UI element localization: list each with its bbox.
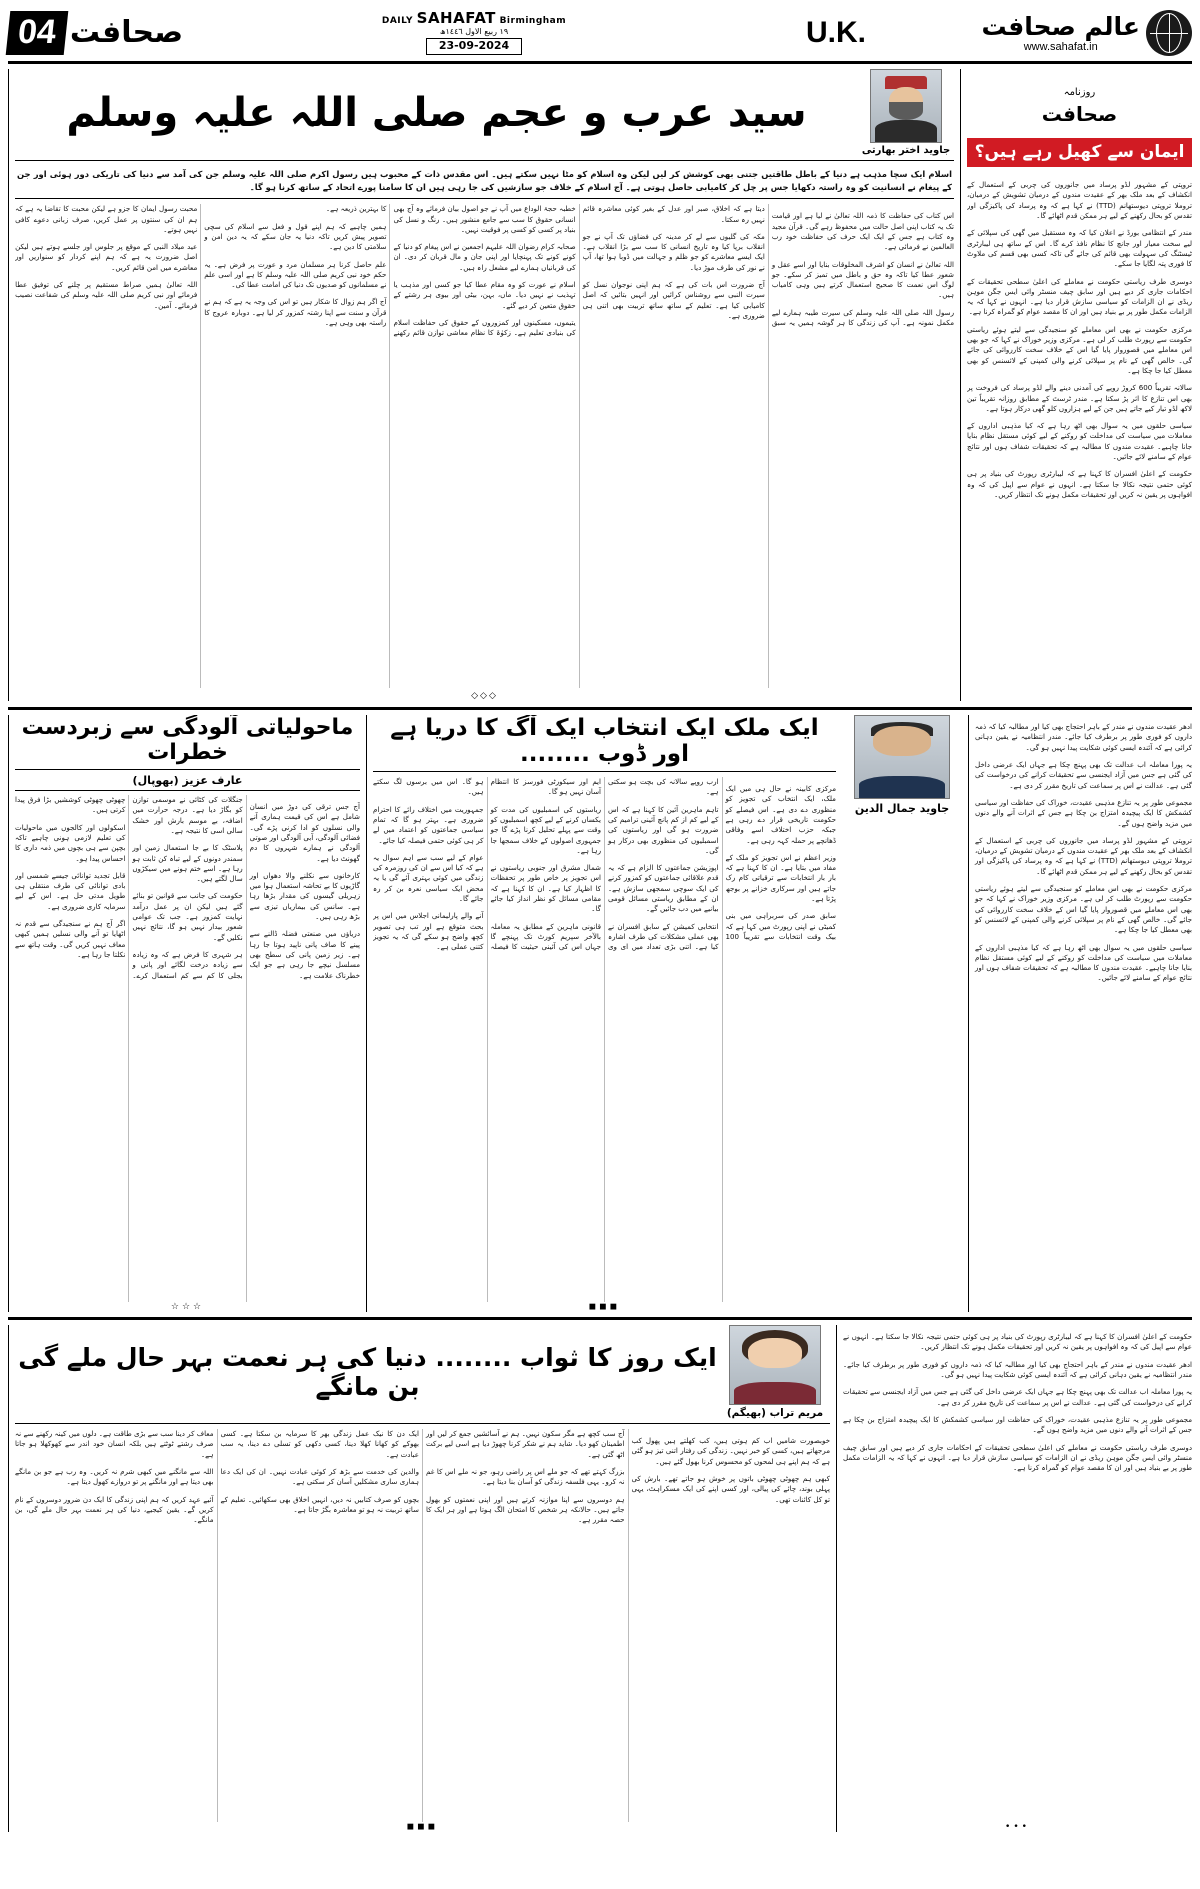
paragraph: انتخابی کمیشن کے سابق افسران نے بھی عملی مشکلات کی طرف اشارہ کیا ہے۔ اتنی بڑی تعداد میں ای وی ایم اور سیکورٹی فورسز کا انتظام آسان نہیں ہو گا۔	[490, 777, 719, 952]
article-end-mark: ◼◼◼	[406, 1822, 439, 1832]
paragraph: صحابہ کرام رضوان اللہ علیہم اجمعین نے اس پیغام کو دنیا کے کونے کونے تک پہنچایا اور اپنی جان و مال قربان کر دی۔ ان کی قربانیاں ہمارے لیے مشعل راہ ہیں۔	[393, 242, 576, 272]
paragraph: سابق صدر کی سربراہی میں بنی کمیٹی نے اپنی رپورٹ میں کہا ہے کہ بیک وقت انتخابات سے تقریباً 100 ارب روپے سالانہ کی بچت ہو سکتی ہے۔	[608, 777, 836, 941]
election-body	[373, 777, 836, 1302]
paragraph: مرکزی حکومت نے بھی اس معاملے کو سنجیدگی سے لیتے ہوئے ریاستی حکومت سے رپورٹ طلب کر لی ہے۔ مرکزی وزیر خوراک نے کہا کہ جو بھی اس معاملے میں قصوروار پایا گیا اس کے خلاف سخت کارروائی کی جائے گی۔ خالص گھی کے نام پر سپلائی کرنے والی کمپنی کے لائسنس کو بھی معطل کیا جا چکا ہے۔	[967, 324, 1192, 375]
paragraph: یتیموں، مسکینوں اور کمزوروں کے حقوق کی حفاظت اسلام کی بنیادی تعلیم ہے۔ زکوٰۃ کا نظام معاشی توازن قائم رکھنے کا بہترین ذریعہ ہے۔	[325, 204, 576, 338]
paragraph: یہ پورا معاملہ اب عدالت تک بھی پہنچ چکا ہے جہاں ایک عرضی داخل کی گئی ہے جس میں آزاد ایجنسی سے تحقیقات کرانے کی درخواست کی گئی ہے۔ عدالت نے اس پر سماعت کی تاریخ مقرر کر دی ہے۔	[843, 1387, 1192, 1407]
paragraph: ریاستوں کی اسمبلیوں کی مدت کو یکساں کرنے کے لیے کچھ اسمبلیوں کو وقت سے پہلے تحلیل کرنا پڑے گا جو جمہوری اصولوں کے خلاف سمجھا جا رہا ہے۔	[490, 804, 601, 855]
paragraph: قابل تجدید توانائی جیسے شمسی اور بادی توانائی کی طرف منتقلی ہی طویل مدتی حل ہے۔ اس کے لیے سرمایہ کاری ضروری ہے۔	[15, 870, 126, 911]
paragraph: معاف کر دینا سب سے بڑی طاقت ہے۔ دلوں میں کینہ رکھنے سے نہ صرف رشتے ٹوٹتے ہیں بلکہ انسان خود اندر سے کھوکھلا ہو جاتا ہے۔	[15, 1429, 214, 1459]
lead-author-name: جاوید اختر بھارتی	[861, 145, 951, 156]
paragraph: اللہ تعالیٰ نے انسان کو اشرف المخلوقات بنایا اور اسے عقل و شعور عطا کیا تاکہ وہ حق و باطل میں تمیز کر سکے۔ جو لوگ اس نعمت کا صحیح استعمال کرتے ہیں وہی کامیاب ہیں۔	[771, 259, 954, 300]
editorial-body	[967, 173, 1192, 701]
middle-section	[8, 707, 1192, 1312]
author-portrait-2	[854, 715, 950, 799]
feature-headline: ایک روز کا ثواب ........ دنیا کی ہر نعمت بہر حال ملے گی بن مانگے	[18, 1343, 717, 1401]
paragraph: اسلام نے عورت کو وہ مقام عطا کیا جو کسی اور مذہب یا تہذیب نے نہیں دیا۔ ماں، بہن، بیٹی اور بیوی ہر رشتے کے حقوق متعین کر دیے گئے۔	[393, 280, 576, 310]
editorial-continuation	[968, 715, 1192, 1312]
hijri-date: ١٩ ربیع الاول ١٤٤٦ھ	[439, 27, 509, 37]
election-author-name: جاوید جمال الدین	[854, 802, 950, 815]
paragraph: اگر آج ہم نے سنجیدگی سے قدم نہ اٹھایا تو آنے والی نسلیں ہمیں کبھی معاف نہیں کریں گی۔ وقت ہاتھ سے نکلتا جا رہا ہے۔	[15, 919, 126, 959]
editorial-column	[960, 69, 1192, 701]
paragraph: دریاؤں میں صنعتی فضلہ ڈالنے سے پینے کا صاف پانی ناپید ہوتا جا رہا ہے۔ زیر زمین پانی کی سطح بھی مسلسل نیچے جا رہی ہے جو ایک خطرناک علامت ہے۔	[249, 929, 360, 980]
author-portrait	[870, 69, 942, 143]
masthead-center	[168, 6, 780, 59]
paragraph: ادھر عقیدت مندوں نے مندر کے باہر احتجاج بھی کیا اور مطالبہ کیا کہ ذمہ داروں کو فوری طور پر برطرف کیا جائے۔ مندر انتظامیہ نے یقین دہانی کرائی ہے کہ آئندہ ایسی کوئی شکایت پیدا نہیں ہو گی۔	[843, 1359, 1192, 1380]
editorial-body-continued	[975, 722, 1192, 984]
paragraph: شمال مشرق اور جنوبی ریاستوں نے اس تجویز پر خاص طور پر تحفظات کا اظہار کیا ہے۔ ان کا کہنا ہے کہ مقامی مسائل کو نظر انداز کیا جائے گا۔	[490, 863, 601, 914]
paragraph: دوسری طرف ریاستی حکومت نے معاملے کی اعلیٰ سطحی تحقیقات کے احکامات جاری کر دیے ہیں اور سابق چیف منسٹر وائی ایس جگن موہن ریڈی نے ان الزامات کو سیاسی سازش قرار دیا ہے۔ انہوں نے کہا کہ یہ الزامات مکمل طور پر بے بنیاد ہیں اور ان کا مقصد عوام کو گمراہ کرنا ہے۔	[843, 1442, 1192, 1473]
paragraph: بزرگ کہتے تھے کہ جو ملے اس پر راضی رہو، جو نہ ملے اس کا غم نہ کرو۔ یہی فلسفہ زندگی کو آسان بنا دیتا ہے۔	[426, 1466, 625, 1487]
edition-label: U.K.	[806, 15, 866, 49]
paragraph: آئیے عہد کریں کہ ہم اپنی زندگی کا ایک دن ضرور دوسروں کے نام کریں گے۔ یقین کیجیے، دنیا کی ہر نعمت بہر حال ملے گی، بن مانگے۔	[15, 1494, 214, 1525]
paragraph: تروپتی کے مشہور لڈو پرساد میں جانوروں کی چربی کے استعمال کے انکشاف کے بعد ملک بھر کے عقیدت مندوں کے درمیان تشویش کے درمیان، تروملا تروپتی دیوستھانم (TTD) نے کہا ہے کہ وہ پرساد کی پاکیزگی اور تقدس کو بحال رکھنے کے لیے ہر ممکن قدم اٹھائے گا۔	[967, 180, 1192, 220]
editorial-nameplate	[967, 69, 1192, 132]
masthead-right	[892, 6, 1192, 59]
paragraph: سیاسی حلقوں میں یہ سوال بھی اٹھ رہا ہے کہ کیا مذہبی اداروں کے معاملات میں سیاست کی مداخلت کو روکنے کے لیے کوئی مستقل نظام بنایا جانا چاہیے۔ عقیدت مندوں کا مطالبہ ہے کہ تحقیقات شفاف ہوں اور نتائج عوام کے سامنے لائے جائیں۔	[967, 421, 1192, 462]
lead-byline	[858, 69, 954, 156]
paragraph: حکومت کے اعلیٰ افسران کا کہنا ہے کہ لیبارٹری رپورٹ کی بنیاد پر ہی کوئی حتمی نتیجہ نکالا جا سکتا ہے۔ انہوں نے عوام سے اپیل کی کہ وہ افواہوں پر یقین نہ کریں اور تحقیقات مکمل ہونے تک انتظار کریں۔	[843, 1332, 1192, 1352]
brand-title-urdu: عالم صحافت	[981, 12, 1140, 41]
paragraph: مجموعی طور پر یہ تنازع مذہبی عقیدت، خوراک کی حفاظت اور سیاسی کشمکش کا ایک پیچیدہ امتزاج بن چکا ہے جس کے اثرات آنے والے دنوں میں مزید واضح ہوں گے۔	[975, 797, 1192, 828]
paragraph: آج ضرورت اس بات کی ہے کہ ہم اپنی نوجوان نسل کو سیرت النبی سے روشناس کرائیں اور انہیں بتائیں کہ اصل کامیابی کیا ہے۔ تعلیم کے ساتھ ساتھ تربیت بھی اتنی ہی ضروری ہے۔	[582, 280, 765, 320]
paragraph: آج سب کچھ ہے مگر سکون نہیں۔ ہم نے آسائشیں جمع کر لیں اور اطمینان کھو دیا۔ شاید ہم نے شکر کرنا چھوڑ دیا ہے اسی لیے برکت اٹھ گئی ہے۔	[426, 1429, 625, 1459]
paragraph: تاہم ماہرین آئین کا کہنا ہے کہ اس کے لیے کم از کم پانچ آئینی ترامیم کی ضرورت ہو گی اور ریاستوں کی اسمبلیوں کی منظوری بھی درکار ہو گی۔	[608, 804, 719, 855]
lead-header	[15, 69, 954, 161]
editorial-kicker: روزنامہ	[1063, 87, 1096, 98]
paragraph: عید میلاد النبی کے موقع پر جلوس اور جلسے ہوتے ہیں لیکن اصل ضرورت یہ ہے کہ ہم اپنے کردار کو سنواریں اور معاشرے میں امن قائم کریں۔	[15, 242, 198, 272]
paragraph: ہر شہری کا فرض ہے کہ وہ زیادہ سے زیادہ درخت لگائے اور پانی و بجلی کا کم سے کم استعمال کرے۔ چھوٹی چھوٹی کوششیں بڑا فرق پیدا کرتی ہیں۔	[15, 795, 243, 980]
feature-body	[15, 1429, 830, 1822]
paragraph: سیاسی حلقوں میں یہ سوال بھی اٹھ رہا ہے کہ کیا مذہبی اداروں کے معاملات میں سیاست کی مداخلت کو روکنے کے لیے کوئی مستقل نظام بنایا جانا چاہیے۔ عقیدت مندوں کا مطالبہ ہے کہ تحقیقات شفاف ہوں اور نتائج عوام کے سامنے لائے جائیں۔	[975, 942, 1192, 983]
paper-title-urdu: صحافت	[69, 15, 184, 50]
article-end-mark: •••	[1005, 1822, 1030, 1832]
author-portrait-3	[729, 1325, 821, 1405]
editorial-title: صحافت	[1041, 102, 1118, 126]
lead-body	[15, 204, 954, 688]
lead-article	[8, 69, 954, 701]
paper-title-english: DAILY SAHAFAT Birmingham	[381, 8, 567, 27]
paragraph: آج جس ترقی کی دوڑ میں انسان شامل ہے اس کی قیمت ہماری آنے والی نسلوں کو ادا کرنی پڑے گی۔ فضائی آلودگی، آبی آلودگی اور صوتی آلودگی نے ہمارے شہروں کا دم گھونٹ دیا ہے۔	[249, 802, 360, 863]
paragraph: خوبصورت شامیں اب کم ہوتی ہیں، کب کھلتے ہیں پھول کب مرجھاتے ہیں، کسی کو خبر نہیں۔ زندگی کی رفتار اتنی تیز ہو گئی ہے کہ ہم اپنے ہی لمحوں کو محسوس کرنا بھول گئے ہیں۔	[631, 1436, 830, 1466]
article-end-mark: ☆☆☆	[170, 1302, 205, 1312]
environment-article	[8, 715, 360, 1312]
environment-headline: ماحولیاتی آلودگی سے زبردست خطرات	[15, 715, 360, 770]
paragraph: عوام کے لیے سب سے اہم سوال یہ ہے کہ کیا اس سے ان کی روزمرہ کی زندگی میں کوئی بہتری آئے گی یا یہ محض ایک سیاسی نعرہ بن کر رہ جائے گا۔	[373, 852, 484, 903]
page-number: 04	[6, 11, 68, 55]
paragraph: ایک دن کا نیک عمل زندگی بھر کا سرمایہ بن سکتا ہے۔ کسی بھوکے کو کھانا کھلا دینا، کسی دکھی کو تسلی دے دینا، یہ سب عبادت ہے۔	[220, 1429, 419, 1459]
paragraph: آنے والے پارلیمانی اجلاس میں اس پر بحث متوقع ہے اور تب ہی تصویر کچھ واضح ہو سکے گی کہ یہ تجویز کتنی عملی ہے۔	[373, 911, 484, 952]
paragraph: علم حاصل کرنا ہر مسلمان مرد و عورت پر فرض ہے۔ یہ حکم خود نبی کریم صلی اللہ علیہ وسلم کا ہے اور اسی علم نے مسلمانوں کو صدیوں تک دنیا کی امامت عطا کی۔	[204, 259, 387, 290]
paragraph: مجموعی طور پر یہ تنازع مذہبی عقیدت، خوراک کی حفاظت اور سیاسی کشمکش کا ایک پیچیدہ امتزاج بن چکا ہے جس کے اثرات آنے والے دنوں میں مزید واضح ہوں گے۔	[843, 1415, 1192, 1435]
paragraph: کارخانوں سے نکلنے والا دھواں اور گاڑیوں کا بے تحاشہ استعمال ہوا میں زہریلی گیسوں کی مقدار بڑھا رہا ہے۔ سانس کی بیماریاں تیزی سے بڑھ رہی ہیں۔	[249, 870, 360, 921]
feature-article	[8, 1325, 830, 1832]
feature-author-name: مریم تراب (بھیگم)	[726, 1407, 824, 1419]
paragraph: وزیر اعظم نے اس تجویز کو ملک کے مفاد میں بتایا ہے۔ ان کا کہنا ہے کہ بار بار انتخابات سے ترقیاتی کام رک جاتے ہیں اور سرکاری خزانے پر بوجھ پڑتا ہے۔	[725, 852, 836, 903]
article-end-mark: ◼◼◼	[588, 1302, 621, 1312]
lead-headline: سید عرب و عجم صلی اللہ علیہ وسلم	[66, 89, 807, 136]
election-byline	[842, 715, 962, 1312]
paragraph: اپوزیشن جماعتوں کا الزام ہے کہ یہ قدم علاقائی جماعتوں کو کمزور کرنے کی ایک سوچی سمجھی سازش ہے۔ ان کے مطابق ریاستی مسائل قومی بیانیے میں دب جائیں گے۔	[608, 863, 719, 914]
paragraph: خطبہ حجۃ الوداع میں آپ نے جو اصول بیان فرمائے وہ آج بھی انسانی حقوق کا سب سے جامع منشور ہیں۔ رنگ و نسل کی بنیاد پر کسی کو کسی پر فوقیت نہیں۔	[393, 204, 576, 234]
globe-icon	[1146, 10, 1192, 56]
paragraph: مکہ کی گلیوں سے لے کر مدینہ کی فضاؤں تک آپ نے جو انقلاب برپا کیا وہ تاریخ انسانی کا سب سے بڑا انقلاب ہے۔ ایک ایسے معاشرے کو جو ظلم و جہالت میں ڈوبا ہوا تھا، آپ نے نور کی طرف موڑ دیا۔	[582, 231, 765, 272]
bottom-section	[8, 1317, 1192, 1832]
paragraph: قانونی ماہرین کے مطابق یہ معاملہ بالآخر سپریم کورٹ تک پہنچے گا جہاں اس کی آئینی حیثیت کا فیصلہ ہو گا۔ اس میں برسوں لگ سکتے ہیں۔	[373, 777, 601, 952]
paragraph: کبھی ہم چھوٹی چھوٹی باتوں پر خوش ہو جاتے تھے۔ بارش کی پہلی بوند، چائے کی پیالی، اور کسی اپنے کی ایک مسکراہٹ، یہی تو کل کائنات تھی۔	[631, 1474, 830, 1504]
article-end-mark: ◇◇◇	[471, 691, 498, 701]
publication-date: 23-09-2024	[426, 38, 522, 55]
election-headline: ایک ملک ایک انتخاب ایک آگ کا دریا ہے اور ڈوب ........	[373, 715, 836, 772]
paragraph: جمہوریت میں اختلاف رائے کا احترام ضروری ہے۔ بہتر ہو گا کہ تمام سیاسی جماعتوں کو اعتماد میں لے کر ہی کوئی حتمی فیصلہ کیا جائے۔	[373, 804, 484, 845]
editorial-body-continued-2	[843, 1325, 1192, 1822]
paragraph: تروپتی کے مشہور لڈو پرساد میں جانوروں کی چربی کے استعمال کے انکشاف کے بعد ملک بھر کے عقیدت مندوں کے درمیان تشویش کے درمیان، تروملا تروپتی دیوستھانم (TTD) نے کہا ہے کہ وہ پرساد کی پاکیزگی اور تقدس کو بحال رکھنے کے لیے ہر ممکن قدم اٹھائے گا۔	[975, 835, 1192, 876]
paragraph: دوسری طرف ریاستی حکومت نے معاملے کی اعلیٰ سطحی تحقیقات کے احکامات جاری کر دیے ہیں اور سابق چیف منسٹر وائی ایس جگن موہن ریڈی نے ان الزامات کو سیاسی سازش قرار دیا ہے۔ انہوں نے کہا کہ یہ الزامات مکمل طور پر بے بنیاد ہیں اور ان کا مقصد عوام کو گمراہ کرنا ہے۔	[967, 276, 1192, 317]
election-article	[366, 715, 836, 1312]
paragraph: والدین کی خدمت سے بڑھ کر کوئی عبادت نہیں۔ ان کی ایک دعا ہماری ساری مشکلیں آسان کر سکتی ہے۔	[220, 1466, 419, 1487]
environment-body	[15, 795, 360, 1302]
feature-byline	[720, 1325, 830, 1419]
paragraph: آج اگر ہم زوال کا شکار ہیں تو اس کی وجہ یہ ہے کہ ہم نے قرآن و سنت سے اپنا رشتہ کمزور کر لیا ہے۔ دوبارہ عروج کا راستہ بھی وہی ہے۔	[204, 297, 387, 328]
paragraph: اس کتاب کی حفاظت کا ذمہ اللہ تعالیٰ نے لیا ہے اور قیامت تک یہ کتاب اپنی اصل حالت میں محفوظ رہے گی۔ قرآن مجید وہ کتاب ہے جس کے ایک ایک حرف کی حفاظت خود رب العالمین نے فرمائی ہے۔	[771, 211, 954, 252]
paragraph: مرکزی حکومت نے بھی اس معاملے کو سنجیدگی سے لیتے ہوئے ریاستی حکومت سے رپورٹ طلب کر لی ہے۔ مرکزی وزیر خوراک نے کہا کہ جو بھی اس معاملے میں قصوروار پایا گیا اس کے خلاف سخت کارروائی کی جائے گی۔ خالص گھی کے نام پر سپلائی کرنے والی کمپنی کے لائسنس کو بھی معطل کیا جا چکا ہے۔	[975, 884, 1192, 935]
paragraph: یہ پورا معاملہ اب عدالت تک بھی پہنچ چکا ہے جہاں ایک عرضی داخل کی گئی ہے جس میں آزاد ایجنسی سے تحقیقات کرانے کی درخواست کی گئی ہے۔ عدالت نے اس پر سماعت کی تاریخ مقرر کر دی ہے۔	[975, 760, 1192, 790]
paragraph: حکومت کی جانب سے قوانین تو بنائے گئے ہیں لیکن ان پر عمل درآمد نہایت کمزور ہے۔ جب تک عوامی شعور بیدار نہیں ہو گا، نتائج نہیں نکلیں گے۔	[132, 891, 243, 942]
brand-website: www.sahafat.in	[1023, 41, 1098, 53]
paragraph: مرکزی کابینہ نے حال ہی میں ایک ملک، ایک انتخاب کی تجویز کو منظوری دے دی ہے۔ اس فیصلے کو حکومت تاریخی قرار دے رہی ہے جبکہ حزب اختلاف اسے وفاقی ڈھانچے پر حملہ کہہ رہی ہے۔	[725, 784, 836, 845]
paragraph: اللہ سے مانگنے میں کبھی شرم نہ کریں۔ وہ رب ہے جو بن مانگے بھی دیتا ہے اور مانگنے پر تو دروازے کھول دیتا ہے۔	[15, 1466, 214, 1487]
feature-header	[15, 1325, 830, 1424]
top-section	[8, 69, 1192, 701]
masthead	[8, 6, 1192, 64]
lead-intro: اسلام ایک سچا مذہب ہے دنیا کے باطل طاقتیں جتنی بھی کوشش کر لیں لیکن وہ اسلام کو مٹا نہیں سکتے ہیں۔ اس مقدس ذات کے محبوب ہیں رسول اکرم صلی اللہ علیہ وسلم جن کی آمد سے دنیا کی تاریکی دور ہوئی اور جن کے پیغام نے انسانیت کو وہ راستہ دکھایا جس پر چل کر کامیابی حاصل ہوتی ہے۔ آج اسلام کے خلاف جو سازشیں کی جا رہی ہیں ان کا سامنا پورے اتحاد کے ساتھ کرنا ہو گا۔	[15, 164, 954, 199]
editorial-continuation-2	[836, 1325, 1192, 1832]
environment-author: عارف عزیز (بھوپال)	[15, 774, 360, 791]
paragraph: ادھر عقیدت مندوں نے مندر کے باہر احتجاج بھی کیا اور مطالبہ کیا کہ ذمہ داروں کو فوری طور پر برطرف کیا جائے۔ مندر انتظامیہ نے یقین دہانی کرائی ہے کہ آئندہ ایسی کوئی شکایت پیدا نہیں ہو گی۔	[975, 722, 1192, 752]
paragraph: ہم دوسروں سے اپنا موازنہ کرتے ہیں اور اپنی نعمتوں کو بھول جاتے ہیں۔ حالانکہ ہر شخص کا امتحان الگ ہوتا ہے اور ہر ایک کا حصہ مقرر ہے۔	[426, 1494, 625, 1525]
paragraph: سالانہ تقریباً 600 کروڑ روپے کی آمدنی دینے والے لڈو پرساد کی فروخت پر بھی اس تنازع کا اثر پڑ سکتا ہے۔ مندر ٹرسٹ کے مطابق روزانہ تقریباً تین لاکھ لڈو تیار کیے جاتے ہیں جن کے لیے ہزاروں کلو گھی درکار ہوتا ہے۔	[967, 383, 1192, 413]
editorial-headline: ایمان سے کھیل رہے ہیں؟	[967, 138, 1192, 167]
paragraph: جنگلات کی کٹائی نے موسمی توازن کو بگاڑ دیا ہے۔ درجہ حرارت میں اضافہ، بے موسم بارش اور خشک سالی اسی کا نتیجہ ہے۔	[132, 795, 243, 835]
paragraph: مندر کے انتظامی بورڈ نے اعلان کیا کہ وہ مستقبل میں گھی کی سپلائی کے لیے سخت معیار اور جانچ کا نظام نافذ کرے گا۔ اس کے ساتھ ہی لیبارٹری ٹیسٹنگ کی سہولت بھی قائم کی جائے گی تاکہ کسی بھی قسم کی ملاوٹ کا فوری پتہ لگایا جا سکے۔	[967, 228, 1192, 269]
paragraph: ہمیں چاہیے کہ ہم اپنے قول و فعل سے اسلام کی سچی تصویر پیش کریں تاکہ دنیا یہ جان سکے کہ یہ دین امن و سلامتی کا دین ہے۔	[204, 221, 387, 252]
paragraph: بچوں کو صرف کتابیں نہ دیں، انہیں اخلاق بھی سکھائیں۔ تعلیم کے ساتھ تربیت نہ ہو تو معاشرہ بگڑ جاتا ہے۔	[220, 1494, 419, 1514]
paragraph: اللہ تعالیٰ ہمیں صراط مستقیم پر چلنے کی توفیق عطا فرمائے اور نبی کریم صلی اللہ علیہ وسلم کی شفاعت نصیب فرمائے۔ آمین۔	[15, 280, 198, 310]
paragraph: پلاسٹک کا بے جا استعمال زمین اور سمندر دونوں کے لیے تباہ کن ثابت ہو رہا ہے۔ اسے ختم ہونے میں سیکڑوں سال لگتے ہیں۔	[132, 843, 243, 884]
masthead-left	[8, 6, 184, 59]
paragraph: رسول اللہ صلی اللہ علیہ وسلم کی سیرت طیبہ ہمارے لیے مکمل نمونہ ہے۔ آپ کی زندگی کا ہر گوشہ ہمیں یہ سبق دیتا ہے کہ اخلاق، صبر اور عدل کے بغیر کوئی معاشرہ قائم نہیں رہ سکتا۔	[582, 204, 954, 328]
paragraph: محبت رسول ایمان کا جزو ہے لیکن محبت کا تقاضا یہ ہے کہ ہم ان کی سنتوں پر عمل کریں، صرف زبانی دعوے کافی نہیں ہوتے۔	[15, 204, 198, 234]
paragraph: حکومت کے اعلیٰ افسران کا کہنا ہے کہ لیبارٹری رپورٹ کی بنیاد پر ہی کوئی حتمی نتیجہ نکالا جا سکتا ہے۔ انہوں نے عوام سے اپیل کی کہ وہ افواہوں پر یقین نہ کریں اور تحقیقات مکمل ہونے تک انتظار کریں۔	[967, 469, 1192, 499]
paper-logo-urdu	[70, 15, 183, 50]
paragraph: اسکولوں اور کالجوں میں ماحولیات کی تعلیم لازمی ہونی چاہیے تاکہ بچپن سے ہی بچوں میں ذمہ داری کا احساس پیدا ہو۔	[15, 822, 126, 863]
